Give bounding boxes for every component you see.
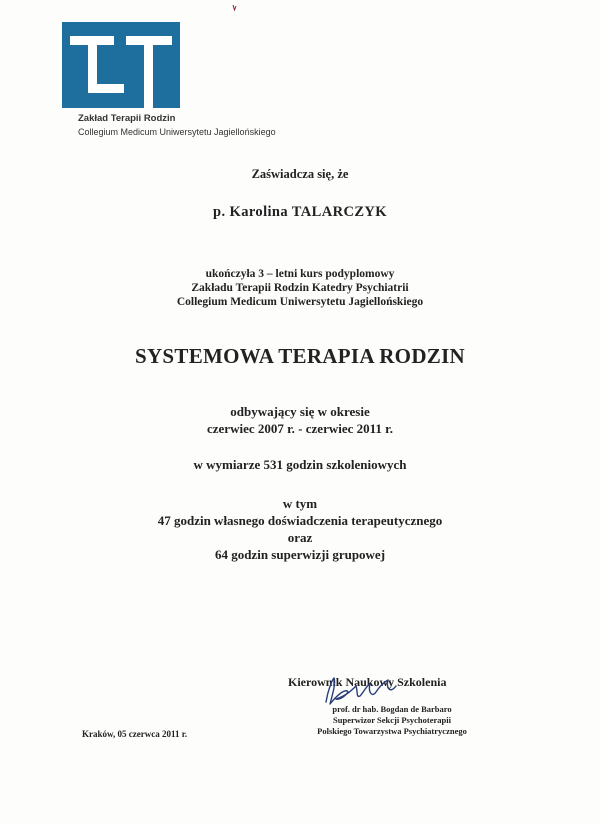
hours-breakdown xyxy=(0,495,600,563)
detail-line: 64 godzin superwizji grupowej xyxy=(214,547,386,562)
signatory-line: Polskiego Towarzystwa Psychiatrycznego xyxy=(317,726,467,736)
organization-logo xyxy=(62,22,180,108)
course-line: Zakładu Terapii Rodzin Katedry Psychiatrii xyxy=(191,282,409,294)
program-title: SYSTEMOWA TERAPIA RODZIN xyxy=(134,344,466,368)
course-description xyxy=(0,267,600,309)
certifies-line: Zaświadcza się, że xyxy=(251,167,349,181)
course-period xyxy=(0,403,600,437)
course-line: Collegium Medicum Uniwersytetu Jagiellońskiego xyxy=(176,296,424,308)
signatory-role: Kierownik Naukowy Szkolenia xyxy=(288,675,447,689)
detail-line: oraz xyxy=(287,530,313,545)
place-and-date: Kraków, 05 czerwca 2011 r. xyxy=(82,729,188,739)
period-line: czerwiec 2007 r. - czerwiec 2011 r. xyxy=(206,421,393,436)
ink-mark xyxy=(232,4,237,11)
organization-parent: Collegium Medicum Uniwersytetu Jagiellońskiego xyxy=(78,127,276,137)
course-line: ukończyła 3 – letni kurs podyplomowy xyxy=(205,268,395,280)
recipient-name: p. Karolina TALARCZYK xyxy=(213,204,387,220)
organization-name: Zakład Terapii Rodzin xyxy=(78,113,176,124)
detail-line: w tym xyxy=(282,496,318,511)
period-line: odbywający się w okresie xyxy=(230,404,370,419)
signatory-line: Superwizor Sekcji Psychoterapii xyxy=(333,715,451,725)
total-hours: w wymiarze 531 godzin szkoleniowych xyxy=(193,457,407,472)
detail-line: 47 godzin własnego doświadczenia terapeutycznego xyxy=(157,513,443,528)
signatory-details xyxy=(296,704,488,737)
signatory-line: prof. dr hab. Bogdan de Barbaro xyxy=(332,704,452,714)
